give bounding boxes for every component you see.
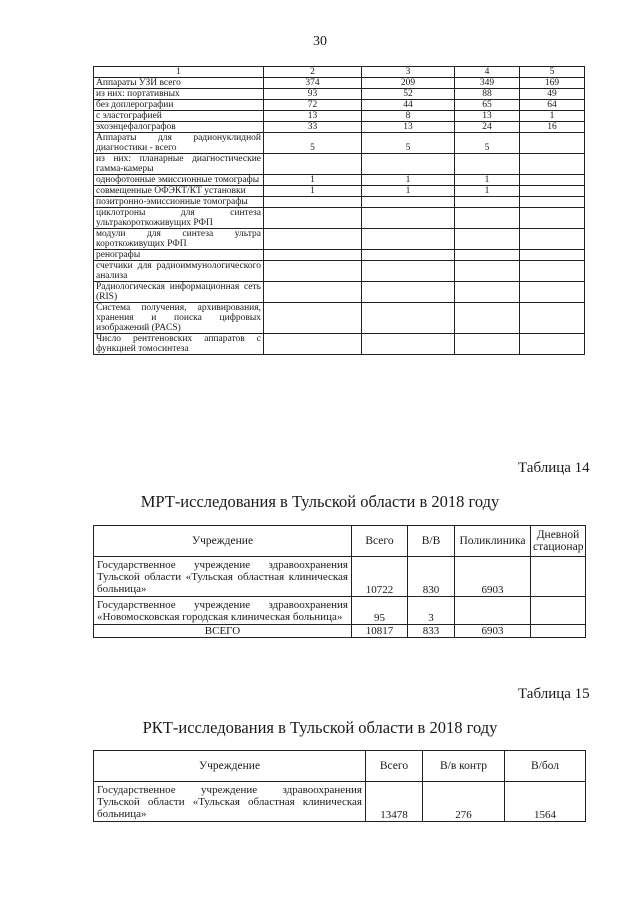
equipment-label: из них: портативных [94, 89, 264, 100]
equipment-value: 1 [264, 186, 362, 197]
equipment-value [362, 261, 455, 282]
table-row [94, 111, 585, 122]
equipment-value [264, 303, 362, 334]
mri-cell-total: 10722 [352, 557, 408, 597]
equipment-value: 44 [362, 100, 455, 111]
equipment-value [455, 154, 520, 175]
equipment-label: Радиологическая информационная сеть (RIS) [94, 282, 264, 303]
equipment-value [520, 175, 585, 186]
table-row [94, 261, 585, 282]
equipment-value [455, 261, 520, 282]
equipment-value [455, 250, 520, 261]
equipment-label: Число рентгеновских аппаратов с функцией томосинтеза [94, 334, 264, 355]
equipment-value [362, 208, 455, 229]
equipment-value: 93 [264, 89, 362, 100]
equipment-value [520, 154, 585, 175]
equipment-value [362, 282, 455, 303]
mri-cell-total: 95 [352, 597, 408, 625]
equipment-header-cell: 2 [264, 67, 362, 78]
equipment-value [520, 186, 585, 197]
mri-total-iv: 833 [408, 625, 455, 638]
table-row [94, 186, 585, 197]
mri-header-institution: Учреждение [94, 526, 352, 557]
equipment-value [455, 282, 520, 303]
mri-cell-institution: Государственное учреждение здравоохранения Тульской области «Тульская областная клиническая больница» [94, 557, 352, 597]
mri-header-polyclinic: Поликлиника [455, 526, 531, 557]
table15-title: РКТ-исследования в Тульской области в 2018 году [142, 718, 498, 737]
equipment-value [520, 334, 585, 355]
equipment-value [264, 197, 362, 208]
ct-header-bol: В/бол [505, 751, 586, 782]
equipment-label: позитронно-эмиссионные томографы [94, 197, 264, 208]
ct-header-institution: Учреждение [94, 751, 366, 782]
mri-total-label: ВСЕГО [94, 625, 352, 638]
equipment-value [455, 197, 520, 208]
ct-header-iv-contrast: В/в контр [423, 751, 505, 782]
mri-cell-polyclinic: 6903 [455, 557, 531, 597]
equipment-label: Аппараты УЗИ всего [94, 78, 264, 89]
mri-header-iv: В/В [408, 526, 455, 557]
equipment-value: 16 [520, 122, 585, 133]
table-row [94, 334, 585, 355]
mri-cell-day [531, 557, 586, 597]
equipment-value [362, 250, 455, 261]
equipment-value [520, 208, 585, 229]
equipment-value: 1 [264, 175, 362, 186]
equipment-value: 1 [362, 186, 455, 197]
mri-total-row [94, 625, 586, 638]
equipment-value: 1 [362, 175, 455, 186]
equipment-value: 49 [520, 89, 585, 100]
mri-cell-institution: Государственное учреждение здравоохранения «Новомосковская городская клиническая больница» [94, 597, 352, 625]
mri-total-polyclinic: 6903 [455, 625, 531, 638]
equipment-value [520, 133, 585, 154]
equipment-value: 65 [455, 100, 520, 111]
table-row [94, 197, 585, 208]
equipment-value [520, 261, 585, 282]
equipment-label: счетчики для радиоиммунологического анализа [94, 261, 264, 282]
equipment-value [362, 197, 455, 208]
equipment-value: 13 [264, 111, 362, 122]
table-row [94, 303, 585, 334]
equipment-header-row [94, 67, 585, 78]
table-row [94, 597, 586, 625]
equipment-value [520, 303, 585, 334]
equipment-value: 52 [362, 89, 455, 100]
equipment-value: 13 [455, 111, 520, 122]
equipment-value: 1 [455, 175, 520, 186]
equipment-value [264, 334, 362, 355]
equipment-value [362, 154, 455, 175]
ct-cell-bol: 1564 [505, 782, 586, 822]
page-number: 30 [313, 34, 327, 49]
equipment-value [264, 154, 362, 175]
table-row [94, 78, 585, 89]
equipment-value: 5 [362, 133, 455, 154]
equipment-value: 1 [455, 186, 520, 197]
equipment-table [93, 66, 585, 355]
equipment-label: совмещенные ОФЭКТ/КТ установки [94, 186, 264, 197]
mri-cell-iv: 830 [408, 557, 455, 597]
table-row [94, 208, 585, 229]
equipment-value [520, 229, 585, 250]
table-row [94, 89, 585, 100]
mri-total-day [531, 625, 586, 638]
mri-cell-day [531, 597, 586, 625]
equipment-value [455, 208, 520, 229]
mri-total-total: 10817 [352, 625, 408, 638]
equipment-value: 5 [455, 133, 520, 154]
table-row [94, 282, 585, 303]
ct-table [93, 750, 586, 822]
equipment-value [455, 334, 520, 355]
mri-cell-iv: 3 [408, 597, 455, 625]
equipment-value [264, 229, 362, 250]
mri-header-total: Всего [352, 526, 408, 557]
equipment-label: циклотроны для синтеза ультракороткоживущих РФП [94, 208, 264, 229]
equipment-label: модули для синтеза ультра короткоживущих РФП [94, 229, 264, 250]
equipment-header-cell: 4 [455, 67, 520, 78]
equipment-label: с эластографией [94, 111, 264, 122]
ct-header-total: Всего [366, 751, 423, 782]
equipment-value: 209 [362, 78, 455, 89]
equipment-value [264, 261, 362, 282]
equipment-value [455, 229, 520, 250]
equipment-value [264, 208, 362, 229]
table-row [94, 175, 585, 186]
equipment-value [362, 303, 455, 334]
equipment-header-cell: 5 [520, 67, 585, 78]
equipment-label: Система получения, архивирования, хранения и поиска цифровых изображений (PACS) [94, 303, 264, 334]
equipment-value: 88 [455, 89, 520, 100]
equipment-label: эхоэнцефалографов [94, 122, 264, 133]
equipment-value: 8 [362, 111, 455, 122]
table14-title: МРТ-исследования в Тульской области в 2018 году [140, 492, 500, 511]
table14-caption: Таблица 14 [518, 460, 590, 476]
mri-table [93, 525, 586, 638]
ct-cell-institution: Государственное учреждение здравоохранения Тульской области «Тульская областная клиническая больница» [94, 782, 366, 822]
equipment-value: 33 [264, 122, 362, 133]
table-row [94, 133, 585, 154]
equipment-label: из них: планарные диагностические гамма-камеры [94, 154, 264, 175]
equipment-value: 349 [455, 78, 520, 89]
equipment-value [520, 250, 585, 261]
table15-caption: Таблица 15 [518, 686, 590, 702]
equipment-value [362, 229, 455, 250]
table-row [94, 557, 586, 597]
equipment-value: 13 [362, 122, 455, 133]
equipment-value: 1 [520, 111, 585, 122]
equipment-value [264, 250, 362, 261]
ct-cell-iv: 276 [423, 782, 505, 822]
ct-cell-total: 13478 [366, 782, 423, 822]
table-row [94, 250, 585, 261]
equipment-value [362, 334, 455, 355]
table-row [94, 122, 585, 133]
table-row [94, 782, 586, 822]
mri-cell-polyclinic [455, 597, 531, 625]
equipment-value: 64 [520, 100, 585, 111]
equipment-label: ренографы [94, 250, 264, 261]
equipment-value: 72 [264, 100, 362, 111]
equipment-value [520, 197, 585, 208]
mri-header-day-hospital: Дневной стационар [531, 526, 586, 557]
table-row [94, 154, 585, 175]
equipment-value [520, 282, 585, 303]
equipment-value: 24 [455, 122, 520, 133]
equipment-value: 374 [264, 78, 362, 89]
equipment-label: Аппараты для радионуклидной диагностики - всего [94, 133, 264, 154]
table-row [94, 100, 585, 111]
equipment-value: 169 [520, 78, 585, 89]
equipment-value [455, 303, 520, 334]
table-row [94, 229, 585, 250]
equipment-value [264, 282, 362, 303]
equipment-label: без доплерографии [94, 100, 264, 111]
equipment-label: однофотонные эмиссионные томографы [94, 175, 264, 186]
equipment-header-cell: 3 [362, 67, 455, 78]
equipment-header-cell: 1 [94, 67, 264, 78]
equipment-value: 5 [264, 133, 362, 154]
